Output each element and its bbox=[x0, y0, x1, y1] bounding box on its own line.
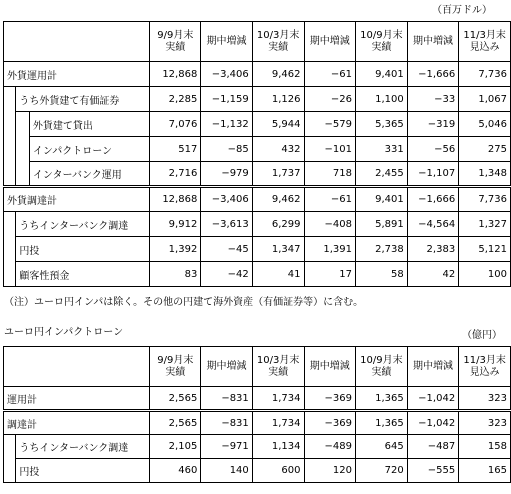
cell-value: −33 bbox=[407, 87, 458, 112]
table-row bbox=[4, 112, 511, 137]
table1-corner-cell bbox=[4, 22, 150, 62]
cell-value: 7,736 bbox=[459, 187, 511, 212]
cell-value: 2,285 bbox=[150, 87, 201, 112]
cell-value: −4,564 bbox=[407, 212, 458, 237]
cell-value: −3,406 bbox=[201, 62, 252, 87]
table1-header: 期中増減 bbox=[407, 22, 458, 62]
row-label: 円投 bbox=[16, 459, 150, 483]
row-label: うちインターバンク調達 bbox=[16, 212, 150, 237]
table2-unit: （億円） bbox=[462, 330, 502, 341]
cell-value: −45 bbox=[201, 237, 252, 262]
table-row bbox=[4, 262, 511, 287]
table2-header: 期中増減 bbox=[304, 347, 355, 387]
table2-header-row bbox=[4, 347, 511, 387]
cell-value: −1,042 bbox=[407, 387, 458, 411]
row-label: 外貨建て貸出 bbox=[29, 112, 149, 137]
cell-value: 1,365 bbox=[355, 411, 407, 435]
cell-value: −85 bbox=[201, 137, 252, 162]
cell-value: −3,613 bbox=[201, 212, 252, 237]
cell-value: −1,132 bbox=[201, 112, 252, 137]
cell-value: 120 bbox=[304, 459, 355, 483]
cell-value: 9,462 bbox=[252, 187, 304, 212]
table1-header-row bbox=[4, 22, 511, 62]
table1-header: 9/9月末 実績 bbox=[150, 22, 201, 62]
cell-value: −42 bbox=[201, 262, 252, 287]
euro-yen-impact-loan-table bbox=[3, 346, 511, 483]
cell-value: 5,121 bbox=[459, 237, 511, 262]
cell-value: 7,076 bbox=[150, 112, 201, 137]
row-label: 顧客性預金 bbox=[16, 262, 150, 287]
cell-value: 5,944 bbox=[252, 112, 304, 137]
table2-header: 10/9月末 実績 bbox=[355, 347, 407, 387]
cell-value: 2,455 bbox=[355, 162, 407, 187]
cell-value: 100 bbox=[459, 262, 511, 287]
indent-cell bbox=[4, 459, 16, 483]
row-label: 外貨運用計 bbox=[4, 62, 150, 87]
cell-value: 1,067 bbox=[459, 87, 511, 112]
cell-value: −831 bbox=[201, 387, 252, 411]
section-title: ユーロ円インパクトローン bbox=[4, 327, 124, 338]
indent-cell bbox=[4, 262, 16, 287]
cell-value: 323 bbox=[459, 387, 511, 411]
cell-value: 2,383 bbox=[407, 237, 458, 262]
cell-value: 1,327 bbox=[459, 212, 511, 237]
cell-value: 2,565 bbox=[150, 411, 201, 435]
indent-cell bbox=[16, 112, 30, 137]
table2-header: 9/9月末 実績 bbox=[150, 347, 201, 387]
cell-value: −56 bbox=[407, 137, 458, 162]
indent-cell bbox=[4, 137, 16, 162]
table-row bbox=[4, 237, 511, 262]
row-label: インターバンク運用 bbox=[29, 162, 149, 187]
cell-value: −979 bbox=[201, 162, 252, 187]
table-row bbox=[4, 62, 511, 87]
table2-header: 期中増減 bbox=[407, 347, 458, 387]
indent-cell bbox=[4, 435, 16, 459]
cell-value: 5,046 bbox=[459, 112, 511, 137]
cell-value: 42 bbox=[407, 262, 458, 287]
cell-value: 1,134 bbox=[252, 435, 304, 459]
cell-value: 1,100 bbox=[355, 87, 407, 112]
cell-value: 9,401 bbox=[355, 187, 407, 212]
cell-value: 2,738 bbox=[355, 237, 407, 262]
cell-value: 1,347 bbox=[252, 237, 304, 262]
cell-value: 2,105 bbox=[150, 435, 201, 459]
table-row bbox=[4, 387, 511, 411]
cell-value: 12,868 bbox=[150, 187, 201, 212]
table-row bbox=[4, 212, 511, 237]
table-row bbox=[4, 87, 511, 112]
cell-value: 6,299 bbox=[252, 212, 304, 237]
cell-value: −1,666 bbox=[407, 62, 458, 87]
table-row bbox=[4, 137, 511, 162]
cell-value: 460 bbox=[150, 459, 201, 483]
foreign-currency-table bbox=[3, 21, 511, 287]
table-row bbox=[4, 459, 511, 483]
cell-value: −319 bbox=[407, 112, 458, 137]
table-row bbox=[4, 162, 511, 187]
cell-value: −1,159 bbox=[201, 87, 252, 112]
cell-value: −971 bbox=[201, 435, 252, 459]
table2-header: 11/3月末 見込み bbox=[459, 347, 511, 387]
cell-value: −1,107 bbox=[407, 162, 458, 187]
table1-header: 10/3月末 実績 bbox=[252, 22, 304, 62]
table-row bbox=[4, 411, 511, 435]
cell-value: 9,401 bbox=[355, 62, 407, 87]
indent-cell bbox=[4, 212, 16, 237]
row-label: インパクトローン bbox=[29, 137, 149, 162]
cell-value: −579 bbox=[304, 112, 355, 137]
cell-value: −1,042 bbox=[407, 411, 458, 435]
indent-cell bbox=[16, 162, 30, 187]
row-label: うちインターバンク調達 bbox=[16, 435, 150, 459]
cell-value: 1,126 bbox=[252, 87, 304, 112]
cell-value: 2,565 bbox=[150, 387, 201, 411]
cell-value: 140 bbox=[201, 459, 252, 483]
cell-value: 1,391 bbox=[304, 237, 355, 262]
cell-value: 331 bbox=[355, 137, 407, 162]
row-label: 円投 bbox=[16, 237, 150, 262]
cell-value: 12,868 bbox=[150, 62, 201, 87]
row-label: 調達計 bbox=[4, 411, 150, 435]
cell-value: 1,392 bbox=[150, 237, 201, 262]
cell-value: −489 bbox=[304, 435, 355, 459]
cell-value: 7,736 bbox=[459, 62, 511, 87]
indent-cell bbox=[4, 162, 16, 187]
cell-value: −1,666 bbox=[407, 187, 458, 212]
cell-value: 5,891 bbox=[355, 212, 407, 237]
table1-header: 11/3月末 見込み bbox=[459, 22, 511, 62]
cell-value: −61 bbox=[304, 62, 355, 87]
cell-value: −831 bbox=[201, 411, 252, 435]
indent-cell bbox=[4, 87, 16, 112]
cell-value: 275 bbox=[459, 137, 511, 162]
row-label: 運用計 bbox=[4, 387, 150, 411]
cell-value: 2,716 bbox=[150, 162, 201, 187]
row-label: うち外貨建て有価証券 bbox=[16, 87, 150, 112]
cell-value: −61 bbox=[304, 187, 355, 212]
cell-value: 600 bbox=[252, 459, 304, 483]
cell-value: 165 bbox=[459, 459, 511, 483]
cell-value: 1,365 bbox=[355, 387, 407, 411]
cell-value: 5,365 bbox=[355, 112, 407, 137]
cell-value: 1,734 bbox=[252, 387, 304, 411]
table-row bbox=[4, 435, 511, 459]
cell-value: 9,462 bbox=[252, 62, 304, 87]
indent-cell bbox=[4, 237, 16, 262]
indent-cell bbox=[4, 112, 16, 137]
table-row bbox=[4, 187, 511, 212]
cell-value: −3,406 bbox=[201, 187, 252, 212]
cell-value: 432 bbox=[252, 137, 304, 162]
cell-value: −369 bbox=[304, 387, 355, 411]
cell-value: 9,912 bbox=[150, 212, 201, 237]
cell-value: −101 bbox=[304, 137, 355, 162]
cell-value: 720 bbox=[355, 459, 407, 483]
row-label: 外貨調達計 bbox=[4, 187, 150, 212]
cell-value: −555 bbox=[407, 459, 458, 483]
cell-value: 83 bbox=[150, 262, 201, 287]
table1-header: 10/9月末 実績 bbox=[355, 22, 407, 62]
footnote: （注）ユーロ円インパは除く。その他の円建て海外資産（有価証券等）に含む。 bbox=[4, 297, 364, 308]
table1-header: 期中増減 bbox=[201, 22, 252, 62]
table2-header: 10/3月末 実績 bbox=[252, 347, 304, 387]
cell-value: 58 bbox=[355, 262, 407, 287]
cell-value: 517 bbox=[150, 137, 201, 162]
indent-cell bbox=[16, 137, 30, 162]
cell-value: 1,737 bbox=[252, 162, 304, 187]
table1-header: 期中増減 bbox=[304, 22, 355, 62]
cell-value: 718 bbox=[304, 162, 355, 187]
cell-value: −487 bbox=[407, 435, 458, 459]
table2-header: 期中増減 bbox=[201, 347, 252, 387]
cell-value: 1,348 bbox=[459, 162, 511, 187]
cell-value: 1,734 bbox=[252, 411, 304, 435]
cell-value: −26 bbox=[304, 87, 355, 112]
cell-value: −369 bbox=[304, 411, 355, 435]
cell-value: −408 bbox=[304, 212, 355, 237]
cell-value: 645 bbox=[355, 435, 407, 459]
table2-corner-cell bbox=[4, 347, 150, 387]
cell-value: 17 bbox=[304, 262, 355, 287]
cell-value: 41 bbox=[252, 262, 304, 287]
table1-unit: （百万ドル） bbox=[432, 5, 492, 16]
cell-value: 323 bbox=[459, 411, 511, 435]
cell-value: 158 bbox=[459, 435, 511, 459]
